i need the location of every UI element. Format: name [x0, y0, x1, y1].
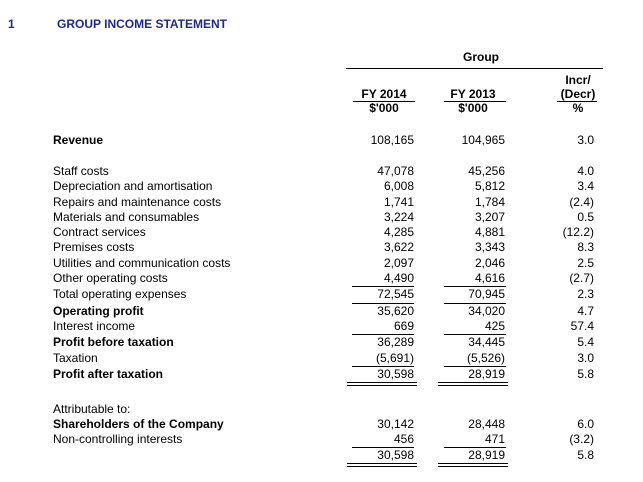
table-row: [0, 210, 643, 225]
row-label: Interest income: [53, 319, 136, 333]
change-value: (12.2): [562, 225, 594, 239]
table-row: [0, 240, 643, 255]
fy2013-value: 2,046: [474, 256, 505, 270]
table-row: [0, 287, 643, 302]
attributable-heading: Attributable to:: [53, 402, 131, 416]
row-label: Operating profit: [53, 304, 144, 318]
fy2014-header-underline: [353, 101, 415, 102]
change-value: 8.3: [577, 240, 594, 254]
change-value: 0.5: [577, 210, 594, 224]
change-value: 57.4: [570, 319, 594, 333]
fy2013-value: 4,616: [474, 271, 505, 285]
fy2014-value: 3,224: [383, 210, 414, 224]
change-value: 3.0: [577, 351, 594, 365]
row-label: Shareholders of the Company: [53, 417, 224, 431]
fy2013-value: 471: [484, 432, 505, 446]
fy2013-value: 1,784: [474, 195, 505, 209]
table-row: [0, 417, 643, 432]
fy2014-value: 36,289: [377, 335, 414, 349]
fy2013-value: (5,526): [466, 351, 505, 365]
column-header-fy2014-unit: $'000: [369, 101, 399, 115]
table-row: [0, 304, 643, 319]
table-row: [0, 448, 643, 463]
fy2014-double-rule: [347, 382, 417, 386]
change-value: 2.5: [577, 256, 594, 270]
change-header-underline: [557, 101, 597, 102]
row-label: Repairs and maintenance costs: [53, 195, 222, 209]
table-row: [0, 164, 643, 179]
row-label: Non-controlling interests: [53, 432, 183, 446]
fy2013-value: 45,256: [468, 164, 505, 178]
row-label: Profit after taxation: [53, 367, 164, 381]
change-value: (2.7): [569, 271, 594, 285]
column-header-change-line1: Incr/: [565, 73, 591, 87]
fy2014-value: 2,097: [383, 256, 414, 270]
group-column-label: Group: [463, 50, 499, 64]
fy2013-value: 3,343: [474, 240, 505, 254]
column-header-change-line2: (Decr): [560, 87, 596, 101]
table-row: [0, 271, 643, 286]
change-value: (2.4): [569, 195, 594, 209]
fy2014-value: 669: [393, 319, 414, 333]
fy2013-value: 4,881: [474, 225, 505, 239]
fy2013-value: 104,965: [461, 133, 505, 147]
fy2014-value: 30,598: [377, 367, 414, 381]
row-label: Total operating expenses: [53, 287, 187, 301]
fy2013-header-underline: [444, 101, 506, 102]
table-row: [0, 335, 643, 350]
change-value: 4.7: [577, 304, 594, 318]
fy2013-value: 5,812: [474, 179, 505, 193]
row-label: Contract services: [53, 225, 146, 239]
fy2013-double-rule: [438, 382, 508, 386]
fy2013-value: 70,945: [468, 287, 505, 301]
table-row: [0, 195, 643, 210]
section-number: 1: [8, 17, 15, 31]
table-row: [0, 256, 643, 271]
change-value: 6.0: [577, 417, 594, 431]
fy2014-value: 3,622: [383, 240, 414, 254]
table-row: [0, 432, 643, 447]
change-value: 2.3: [577, 287, 594, 301]
fy2014-value: 35,620: [377, 304, 414, 318]
change-value: 5.8: [577, 448, 594, 462]
fy2014-value: 4,490: [383, 271, 414, 285]
fy2013-value: 34,020: [468, 304, 505, 318]
row-label: Other operating costs: [53, 271, 168, 285]
fy2013-value: 28,919: [468, 367, 505, 381]
fy2014-value: 47,078: [377, 164, 414, 178]
fy2013-value: 34,445: [468, 335, 505, 349]
table-row: [0, 351, 643, 366]
row-label: Profit before taxation: [53, 335, 174, 349]
row-label: Materials and consumables: [53, 210, 200, 224]
change-value: 3.4: [577, 179, 594, 193]
table-row: [0, 179, 643, 194]
section-title: GROUP INCOME STATEMENT: [57, 17, 228, 31]
column-header-change-line3: %: [572, 101, 584, 115]
change-value: 5.4: [577, 335, 594, 349]
fy2014-value: 6,008: [383, 179, 414, 193]
fy2013-value: 425: [484, 319, 505, 333]
fy2013-value: 28,448: [468, 417, 505, 431]
column-header-fy2013-unit: $'000: [458, 101, 488, 115]
row-label: Staff costs: [53, 164, 109, 178]
row-label: Utilities and communication costs: [53, 256, 231, 270]
change-value: 5.8: [577, 367, 594, 381]
change-value: 3.0: [577, 133, 594, 147]
fy2013-value: 28,919: [468, 448, 505, 462]
fy2013-value: 3,207: [474, 210, 505, 224]
fy2014-value: 30,142: [377, 417, 414, 431]
fy2014-value: (5,691): [375, 351, 414, 365]
column-header-change: [543, 73, 613, 115]
column-header-fy2013-year: FY 2013: [450, 87, 496, 101]
row-label: Premises costs: [53, 240, 135, 254]
table-row: [0, 367, 643, 382]
column-header-fy2014-year: FY 2014: [361, 87, 407, 101]
revenue-row: [0, 133, 643, 148]
table-row: [0, 225, 643, 240]
table-row: [0, 319, 643, 334]
row-label: Taxation: [53, 351, 98, 365]
fy2013-double-rule: [438, 463, 508, 467]
fy2014-value: 1,741: [383, 195, 414, 209]
fy2014-value: 4,285: [383, 225, 414, 239]
fy2014-value: 456: [393, 432, 414, 446]
change-value: (3.2): [569, 432, 594, 446]
group-header-rule: [346, 68, 603, 69]
fy2014-double-rule: [347, 463, 417, 467]
row-label: Depreciation and amortisation: [53, 179, 213, 193]
row-label: Revenue: [53, 133, 104, 147]
fy2014-value: 72,545: [377, 287, 414, 301]
change-value: 4.0: [577, 164, 594, 178]
fy2014-value: 30,598: [377, 448, 414, 462]
fy2014-value: 108,165: [370, 133, 414, 147]
